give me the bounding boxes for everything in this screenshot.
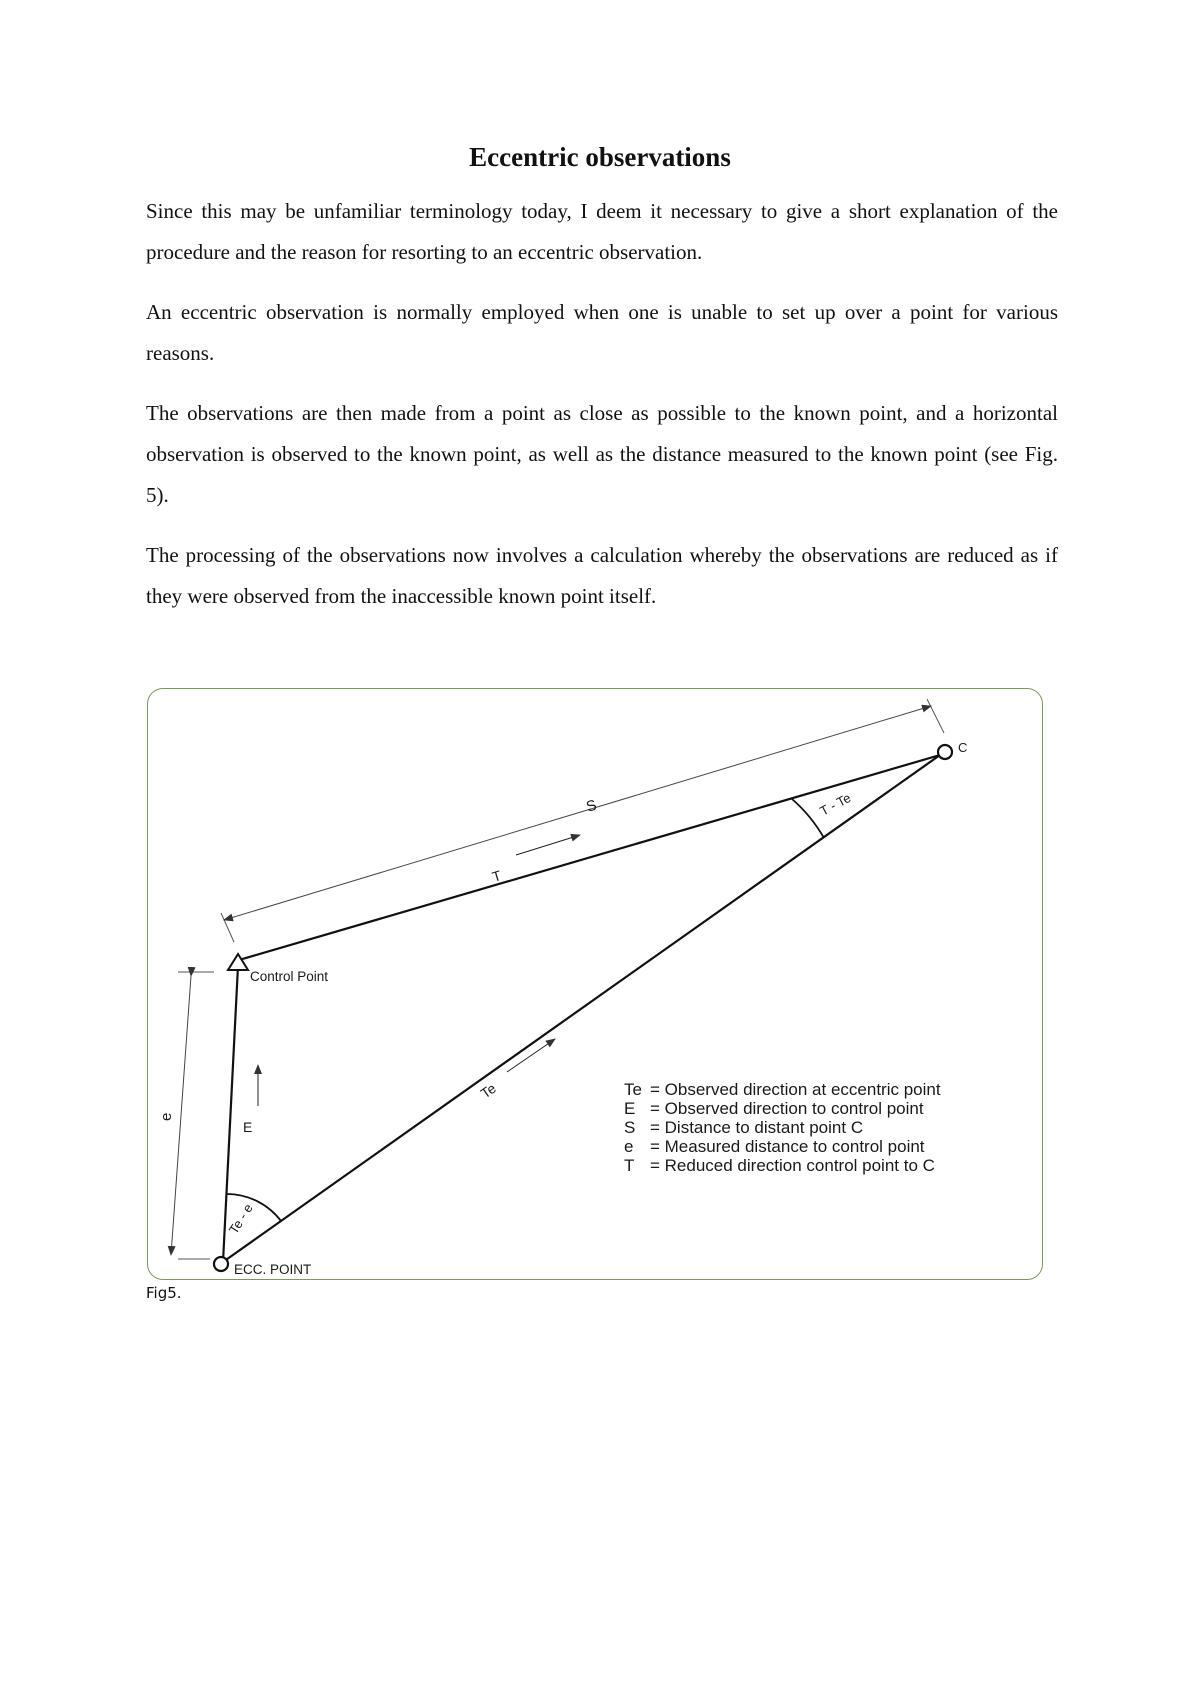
ecc-point-label: ECC. POINT <box>234 1262 312 1277</box>
e-lower-label: e <box>158 1112 175 1121</box>
e-upper-label: E <box>243 1119 253 1135</box>
te-label: Te <box>477 1079 499 1102</box>
paragraph-procedure: The observations are then made from a point as close as possible to the known point, and a horizontal observation is observed to the known point, as well as the distance measured to the known point (see Fig. 5). <box>146 401 1058 507</box>
figure-diagram <box>148 689 1043 1280</box>
legend-item-e-lower <box>624 1137 925 1156</box>
control-point-triangle <box>228 954 248 970</box>
legend-symbol: T <box>624 1156 635 1175</box>
legend-text: = Reduced direction control point to C <box>650 1156 935 1175</box>
legend-item-t <box>624 1156 935 1175</box>
angle-t-te-label: T - Te <box>817 790 854 819</box>
legend-symbol: e <box>624 1137 634 1156</box>
figure-caption: Fig5. <box>146 1284 182 1302</box>
legend-symbol: E <box>624 1099 636 1118</box>
legend-text: = Observed direction at eccentric point <box>650 1080 941 1099</box>
legend-text: = Measured distance to control point <box>650 1137 925 1156</box>
point-c-label: C <box>958 740 968 755</box>
paragraph-intro: Since this may be unfamiliar terminology today, I deem it necessary to give a short explanation of the procedure and the reason for resorting to an eccentric observation. <box>146 199 1058 264</box>
s-label: S <box>584 796 599 816</box>
line-control-to-c <box>239 755 940 960</box>
legend-text: = Distance to distant point C <box>650 1118 864 1137</box>
s-extension-line-right <box>927 699 944 733</box>
legend-item-te <box>624 1080 941 1099</box>
legend-item-e-upper <box>624 1099 924 1118</box>
page-title: Eccentric observations <box>469 142 731 172</box>
paragraph-processing: The processing of the observations now involves a calculation whereby the observations are reduced as if they were observed from the inaccessible known point itself. <box>146 543 1058 608</box>
legend-item-s <box>624 1118 863 1137</box>
legend <box>624 1080 941 1175</box>
legend-symbol: S <box>624 1118 636 1137</box>
ecc-point-circle <box>214 1257 228 1271</box>
angle-te-e-label: Te - e <box>225 1201 256 1237</box>
legend-symbol: Te <box>624 1080 642 1099</box>
control-point-label: Control Point <box>250 969 329 984</box>
eccentric-observation-figure <box>147 688 1043 1280</box>
point-c-circle <box>938 745 952 759</box>
paragraph-definition: An eccentric observation is normally employed when one is unable to set up over a point for various reasons. <box>146 300 1058 365</box>
t-label: T <box>490 867 504 885</box>
line-ecc-to-c <box>223 755 940 1262</box>
t-direction-arrow <box>516 835 580 855</box>
legend-text: = Observed direction to control point <box>650 1099 924 1118</box>
